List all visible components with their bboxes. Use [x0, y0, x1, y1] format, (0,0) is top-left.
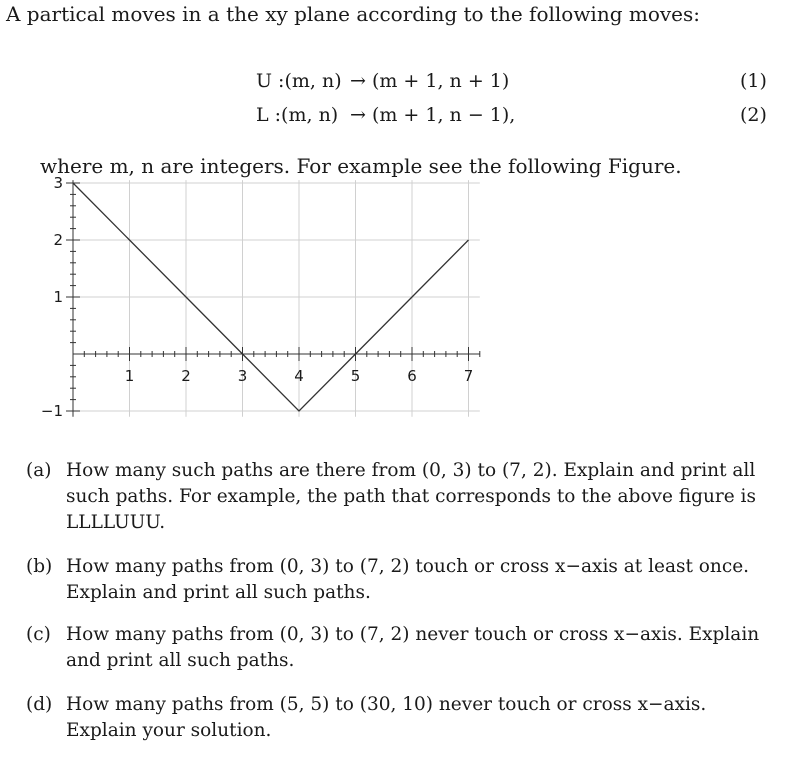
problem-intro: A partical moves in a the xy plane according to the following moves:	[6, 2, 701, 26]
equation-2-rhs: → (m + 1, n − 1),	[350, 104, 516, 126]
tick-labels	[41, 176, 473, 420]
x-tick-label-7: 7	[463, 367, 474, 385]
question-c-label: (c)	[26, 624, 51, 645]
question-b-label: (b)	[26, 556, 53, 577]
equation-1-lhs: U :(m, n)	[256, 70, 342, 92]
figure-caption: where m, n are integers. For example see the following Figure.	[40, 154, 682, 178]
question-a-text: How many such paths are there from (0, 3) to (7, 2). Explain and print all such paths. For example, the path that corresponds to the above figure is LLLLUUU.	[66, 460, 756, 533]
x-tick-label-2: 2	[181, 367, 191, 385]
question-c-text: How many paths from (0, 3) to (7, 2) never touch or cross x−axis. Explain and print all such paths.	[66, 624, 760, 671]
question-d-text: How many paths from (5, 5) to (30, 10) never touch or cross x−axis. Explain your solution.	[66, 694, 707, 741]
x-tick-label-4: 4	[294, 367, 304, 385]
y-tick-label-2: 2	[53, 231, 63, 249]
x-tick-label-1: 1	[124, 367, 135, 385]
question-a-label: (a)	[26, 460, 52, 481]
equation-1-rhs: → (m + 1, n + 1)	[350, 70, 510, 92]
question-c	[26, 622, 776, 674]
y-tick-label--1: −1	[40, 402, 63, 420]
question-d	[26, 692, 776, 744]
y-tick-label-3: 3	[53, 176, 63, 192]
x-tick-label-5: 5	[350, 367, 361, 385]
question-d-label: (d)	[26, 694, 53, 715]
equation-1-number: (1)	[740, 70, 767, 92]
x-tick-label-3: 3	[237, 367, 248, 385]
x-tick-label-6: 6	[407, 367, 417, 385]
y-tick-label-1: 1	[53, 288, 63, 306]
equation-2-lhs: L :(m, n)	[256, 104, 339, 126]
question-b-text: How many paths from (0, 3) to (7, 2) touch or cross x−axis at least once. Explain and print all such paths.	[66, 556, 750, 603]
question-b	[26, 554, 776, 606]
path-figure	[0, 176, 500, 426]
question-a	[26, 458, 776, 536]
equation-2-number: (2)	[740, 104, 767, 126]
